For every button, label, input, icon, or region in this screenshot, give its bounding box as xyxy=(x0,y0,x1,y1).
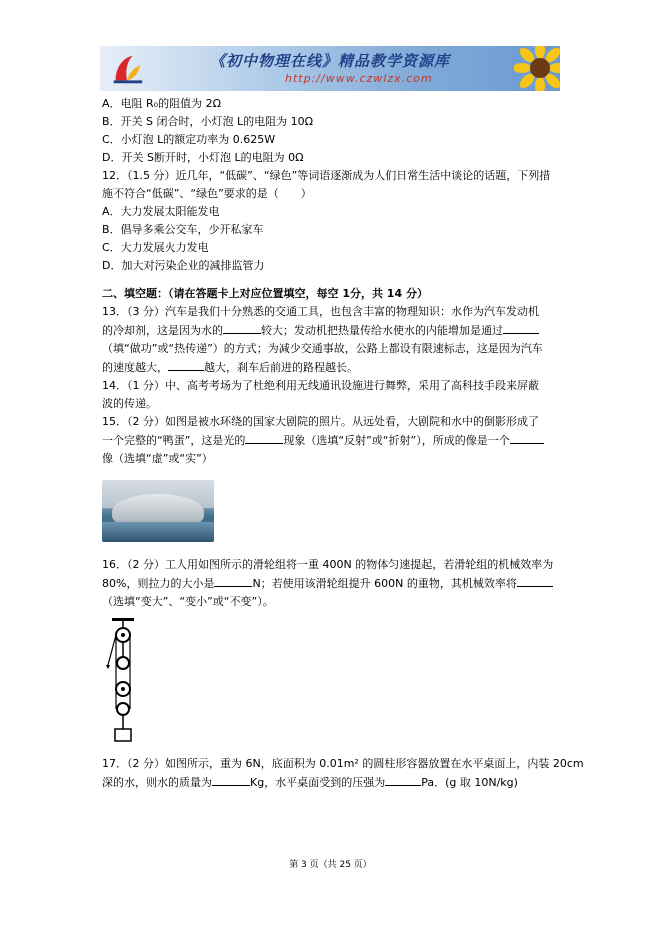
header-title: 《初中物理在线》精品教学资源库 xyxy=(210,52,451,70)
q13-text-2b: 较大；发动机把热量传给水使水的内能增加是通过 xyxy=(261,324,503,337)
q13-blank-2[interactable] xyxy=(503,321,539,334)
q15-line2 xyxy=(102,431,562,450)
pulley-diagram-icon xyxy=(104,617,144,745)
q13-line4 xyxy=(102,358,562,377)
q13-text-2a: 的冷却剂，这是因为水的 xyxy=(102,324,223,337)
q13-blank-3[interactable] xyxy=(168,358,204,371)
q13-text-4a: 的速度越大， xyxy=(102,361,168,374)
page-content xyxy=(102,95,584,792)
q16-line3: （选填“变大”、“变小”或“不变”）。 xyxy=(102,595,274,608)
q16-line2 xyxy=(102,574,562,593)
q13-line2 xyxy=(102,321,562,340)
q13-line3: （填“做功”或“热传递”）的方式；为减少交通事故，公路上都设有限速标志，这是因为汽车 xyxy=(102,342,543,355)
q16-text-2b: N；若使用该滑轮组提升 600N 的重物，其机械效率将 xyxy=(252,577,517,590)
site-logo-icon xyxy=(108,50,146,88)
header-banner xyxy=(100,46,560,91)
q12-stem-line1: 12．（1.5 分）近几年，“低碳”、“绿色”等词语逐渐成为人们日常生活中谈论的话题，下列措 xyxy=(102,169,551,182)
sunflower-icon xyxy=(514,46,560,91)
q12-option-d: D．加大对污染企业的减排监管力 xyxy=(102,259,265,272)
q15-text-2a: 一个完整的“鸭蛋”，这是光的 xyxy=(102,434,246,447)
header-url[interactable]: http://www.czwlzx.com xyxy=(285,72,433,85)
q17-text-2b: Kg，水平桌面受到的压强为 xyxy=(250,776,386,789)
q15-blank-1[interactable] xyxy=(245,431,283,444)
q15-text-2b: 现象（选填“反射”或“折射”），所成的像是一个 xyxy=(283,434,510,447)
q16-line1: 16．（2 分）工人用如图所示的滑轮组将一重 400N 的物体匀速提起，若滑轮组的机械效率为 xyxy=(102,558,554,571)
theatre-water xyxy=(102,522,214,542)
q17-blank-2[interactable] xyxy=(385,773,421,786)
q13-blank-1[interactable] xyxy=(223,321,261,334)
q12-option-b: B．倡导多乘公交车，少开私家车 xyxy=(102,223,264,236)
q11-option-b: B．开关 S 闭合时，小灯泡 L的电阻为 10Ω xyxy=(102,115,314,128)
q14-line1: 14．（1 分）中、高考考场为了杜绝利用无线通讯设施进行舞弊，采用了高科技手段来屏蔽 xyxy=(102,379,539,392)
q16-blank-2[interactable] xyxy=(517,574,553,587)
q11-option-d: D．开关 S断开时，小灯泡 L的电阻为 0Ω xyxy=(102,151,304,164)
q12-option-a: A．大力发展太阳能发电 xyxy=(102,205,220,218)
q11-option-c: C．小灯泡 L的额定功率为 0.625W xyxy=(102,133,276,146)
q12-stem-line2: 施不符合“低碳”、“绿色”要求的是（ ） xyxy=(102,187,312,200)
q16-blank-1[interactable] xyxy=(214,574,252,587)
grand-theatre-photo xyxy=(102,480,214,542)
q17-blank-1[interactable] xyxy=(212,773,250,786)
q15-line1: 15．（2 分）如图是被水环绕的国家大剧院的照片。从远处看，大剧院和水中的倒影形成了 xyxy=(102,415,539,428)
q17-line1: 17．（2 分）如图所示，重为 6N，底面积为 0.01m² 的圆柱形容器放置在水平桌面上，内装 20cm xyxy=(102,757,584,770)
q11-option-a: A．电阻 R₀的阻值为 2Ω xyxy=(102,97,221,110)
page-footer: 第 3 页（共 25 页） xyxy=(289,860,372,870)
q12-option-c: C．大力发展火力发电 xyxy=(102,241,209,254)
q16-text-2a: 80%，则拉力的大小是 xyxy=(102,577,215,590)
q17-text-2a: 深的水，则水的质量为 xyxy=(102,776,212,789)
q17-text-2c: Pa．(g 取 10N/kg) xyxy=(421,776,518,789)
section-2-title: 二、填空题：（请在答题卡上对应位置填空，每空 1分，共 14 分） xyxy=(102,287,428,300)
q17-line2 xyxy=(102,773,562,792)
q13-line1: 13．（3 分）汽车是我们十分熟悉的交通工具，也包含丰富的物理知识：水作为汽车发动机 xyxy=(102,305,539,318)
q13-text-4b: 越大，刹车后前进的路程越长。 xyxy=(204,361,358,374)
q15-blank-2[interactable] xyxy=(510,431,544,444)
q15-line3: 像（选填“虚”或“实”） xyxy=(102,452,213,465)
q14-line2: 波的传递。 xyxy=(102,397,157,410)
